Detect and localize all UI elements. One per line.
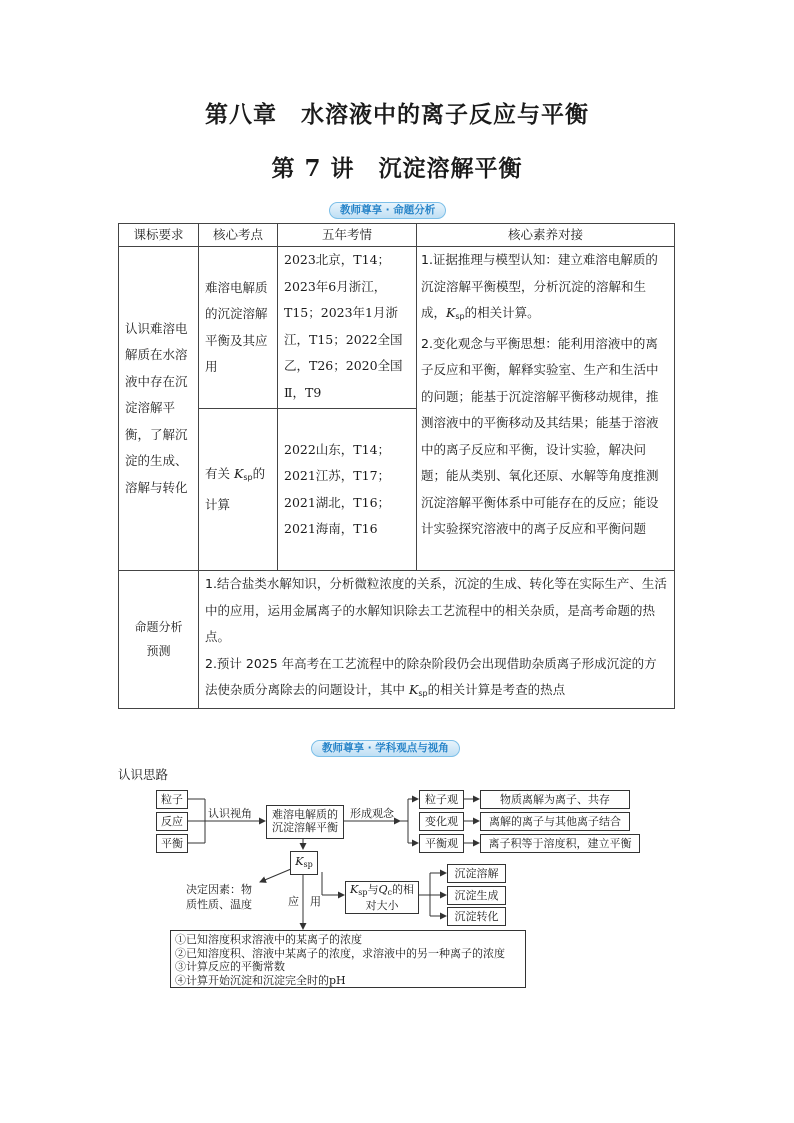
exams-cell-1: 2023北京，T14；2023年6月浙江，T15；2023年1月浙江，T15；2022全国乙，T26；2020全国Ⅱ，T9 <box>278 247 417 409</box>
application-item: ③计算反应的平衡常数 <box>175 960 285 973</box>
equilibrium-box: 平衡 <box>156 834 188 853</box>
prediction-item-1: 1.结合盐类水解知识，分析微粒浓度的关系，沉淀的生成、转化等在实际生产、生活中的应用，运用金属离子的水解知识除去工艺流程中的相关杂质，是高考命题的热点。 <box>205 576 667 644</box>
particle-box: 粒子 <box>156 790 188 809</box>
applications-box <box>170 930 526 988</box>
teacher-badge-perspective: 教师尊享 · 学科观点与视角 <box>311 740 460 757</box>
generate-box: 沉淀生成 <box>447 886 506 905</box>
balance-desc-box: 离子积等于溶度积，建立平衡 <box>480 834 640 853</box>
topic-cell-2: 有关 Ksp的计算 <box>199 409 278 571</box>
compare-box: Ksp与Qc的相 对大小 <box>345 881 419 914</box>
header-literacy: 核心素养对接 <box>417 224 675 247</box>
view-angle-label: 认识视角 <box>208 807 252 820</box>
form-concept-label: 形成观念 <box>350 807 394 820</box>
header-topic: 核心考点 <box>199 224 278 247</box>
chapter-title: 第八章 水溶液中的离子反应与平衡 <box>205 102 589 128</box>
prediction-item-2: 2.预计 2025 年高考在工艺流程中的除杂阶段仍会出现借助杂质离子形成沉淀的方法使杂质分离除去的问题设计，其中 Ksp的相关计算是考查的热点 <box>205 655 657 698</box>
prediction-label: 命题分析 预测 <box>119 571 199 709</box>
ksp-box: Ksp <box>290 851 318 875</box>
literacy-item-1: 1.证据推理与模型认知：建立难溶电解质的沉淀溶解平衡模型，分析沉淀的溶解和生成，Ksp的相关计算。 <box>421 252 658 321</box>
exams-cell-2: 2022山东，T14； 2021江苏，T17； 2021湖北，T16； 2021海南，T16 <box>278 409 417 571</box>
application-item: ②已知溶度积、溶液中某离子的浓度，求溶液中的另一种离子的浓度 <box>175 946 505 960</box>
particle-desc-box: 物质离解为离子、共存 <box>480 790 630 809</box>
header-exams: 五年考情 <box>278 224 417 247</box>
change-desc-box: 离解的离子与其他离子结合 <box>480 812 630 831</box>
application-item: ④计算开始沉淀和沉淀完全时的pH <box>175 973 346 987</box>
balance-view-box: 平衡观 <box>419 834 464 853</box>
literacy-item-2: 2.变化观念与平衡思想：能利用溶液中的离子反应和平衡，解释实验室、生产和生活中的问题；能基于沉淀溶解平衡移动规律，推测溶液中的平衡移动及其结果；能基于溶液中的离子反应和平衡，设计实验，解决问题；能从类别、氧化还原、水解等角度推测沉淀溶解平衡体系中可能存在的反应；能设计实验探究溶液中的离子反应和平衡问题 <box>421 335 659 536</box>
teacher-badge-analysis: 教师尊享 · 命题分析 <box>329 202 446 219</box>
requirement-cell: 认识难溶电解质在水溶液中存在沉淀溶解平衡，了解沉淀的生成、溶解与转化 <box>119 247 199 571</box>
section-heading: 认识思路 <box>118 767 169 782</box>
dissolve-box: 沉淀溶解 <box>447 864 506 883</box>
application-item: ①已知溶度积求溶液中的某离子的浓度 <box>175 933 362 946</box>
factors-label: 决定因素：物 质性质、温度 <box>186 883 252 911</box>
center-box: 难溶电解质的 沉淀溶解平衡 <box>266 805 344 839</box>
lecture-name: 沉淀溶解平衡 <box>378 156 523 182</box>
particle-view-box: 粒子观 <box>419 790 464 809</box>
apply-label: 应 用 <box>288 895 321 908</box>
header-requirement: 课标要求 <box>119 224 199 247</box>
transform-box: 沉淀转化 <box>447 907 506 926</box>
lecture-number: 第 7 讲 <box>271 155 355 182</box>
change-view-box: 变化观 <box>419 812 464 831</box>
topic-cell-1: 难溶电解质的沉淀溶解平衡及其应用 <box>199 247 278 409</box>
reaction-box: 反应 <box>156 812 188 831</box>
